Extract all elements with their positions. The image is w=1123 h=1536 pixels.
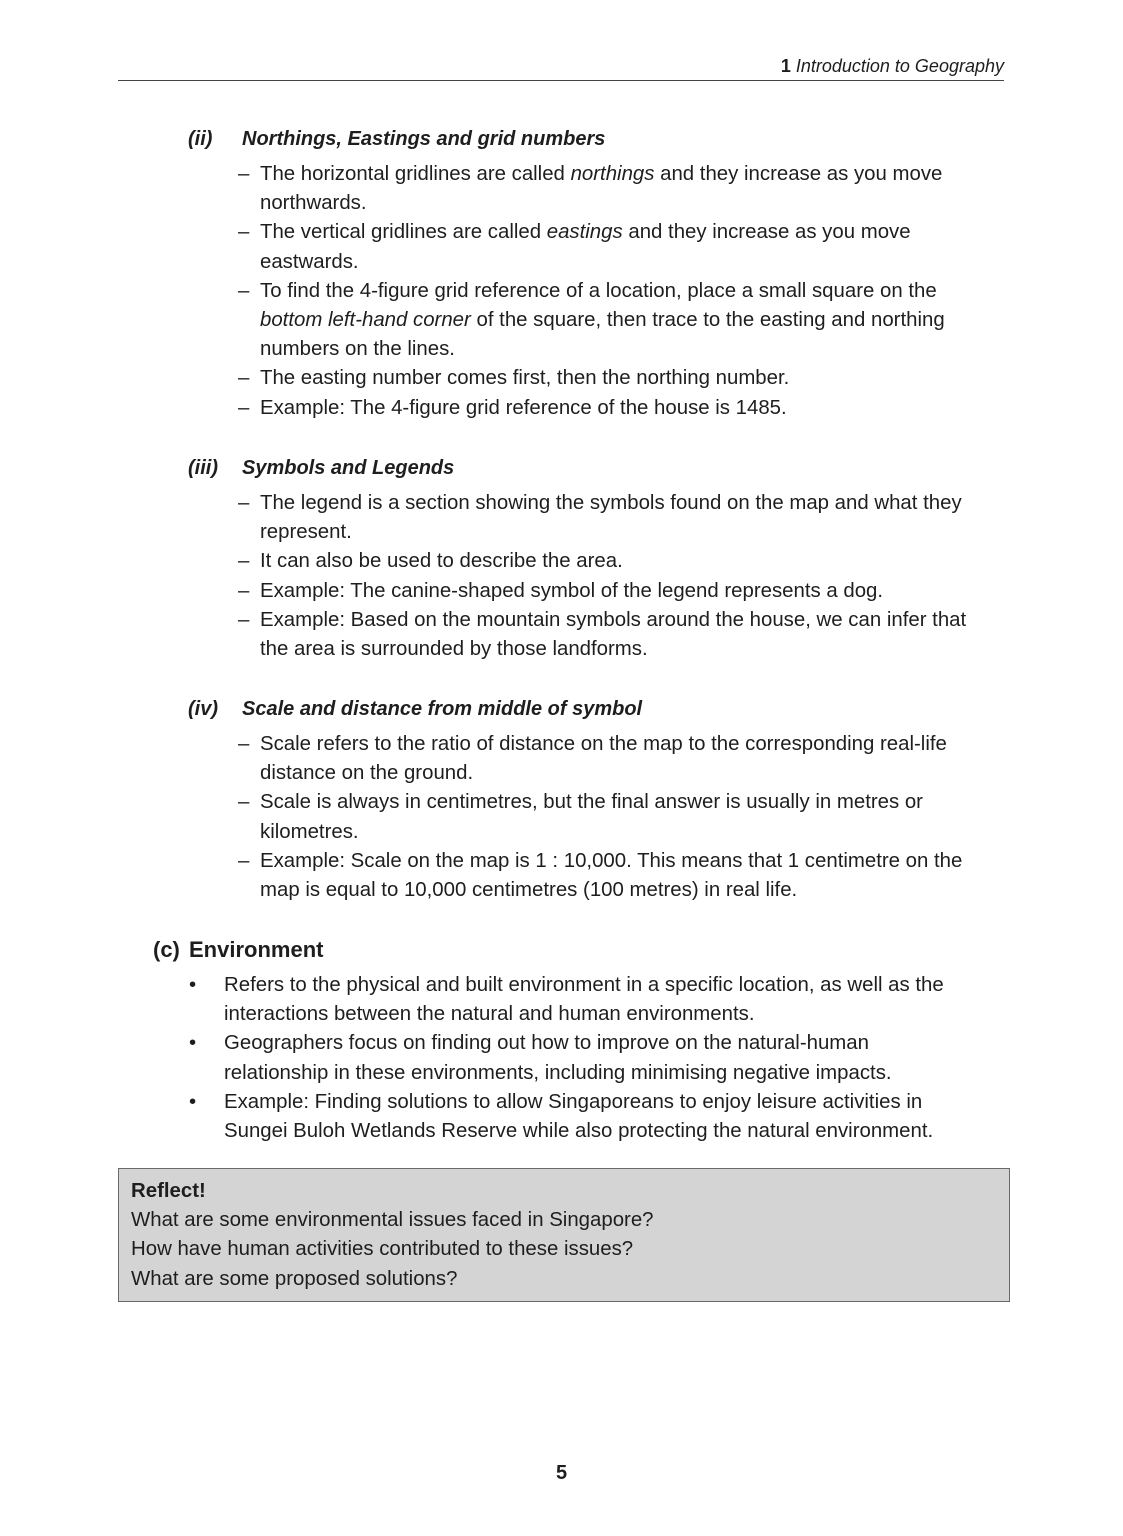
list-item: – Scale refers to the ratio of distance on the map to the corresponding real-life distance on the ground. (238, 730, 1004, 788)
dash-marker: – (238, 396, 250, 419)
section-c-list (189, 971, 1004, 1146)
dash-marker: – (238, 221, 250, 244)
list-item: • Geographers focus on finding out how to improve on the natural-human relationship in these environments, including minimising negative impacts. (189, 1029, 1004, 1087)
section-iii-heading (188, 454, 1004, 483)
section-iv (188, 695, 1004, 905)
list-item: – The legend is a section showing the symbols found on the map and what they represent. (238, 489, 1004, 547)
section-ii-number: (ii) (188, 128, 213, 150)
list-item: – It can also be used to describe the area. (238, 547, 1004, 576)
section-iv-title: Scale and distance from middle of symbol (242, 698, 643, 720)
dash-marker: – (238, 279, 250, 302)
section-ii-title: Northings, Eastings and grid numbers (242, 128, 606, 150)
chapter-title: Introduction to Geography (795, 56, 1004, 76)
dash-marker: – (238, 849, 250, 872)
section-iii-number: (iii) (188, 457, 218, 479)
bullet-marker: • (189, 1032, 197, 1055)
section-c-title: Environment (189, 937, 324, 962)
list-item: – The horizontal gridlines are called northings and they increase as you move northwards. (238, 160, 1004, 218)
bullet-marker: • (189, 974, 197, 996)
term-bottom-left-corner: bottom left-hand corner (260, 309, 471, 332)
list-item: • Refers to the physical and built environment in a specific location, as well as the interactions between the natural and human environments. (189, 971, 1004, 1029)
bullet-marker: • (189, 1090, 197, 1113)
section-iii (188, 454, 1004, 664)
dash-marker: – (238, 550, 250, 573)
section-iv-list (238, 730, 1004, 905)
reflect-question: What are some environmental issues faced in Singapore? (131, 1209, 654, 1232)
chapter-number: 1 (780, 56, 791, 76)
dash-marker: – (238, 163, 250, 185)
section-iii-list (238, 489, 1004, 664)
section-iv-number: (iv) (188, 698, 218, 720)
section-ii-heading (188, 125, 1004, 154)
dash-marker: – (238, 367, 250, 390)
dash-marker: – (238, 608, 250, 631)
term-northings: northings (570, 163, 655, 185)
dash-marker: – (238, 791, 250, 814)
reflect-question: How have human activities contributed to these issues? (131, 1238, 634, 1261)
list-item: – Example: The canine-shaped symbol of the legend represents a dog. (238, 577, 1004, 606)
term-eastings: eastings (546, 221, 623, 244)
list-item: – Example: The 4-figure grid reference of the house is 1485. (238, 394, 1004, 423)
section-c (153, 935, 1004, 1146)
reflect-question: What are some proposed solutions? (131, 1267, 458, 1290)
page-number: 5 (555, 1462, 568, 1484)
dash-marker: – (238, 733, 250, 755)
list-item: • Example: Finding solutions to allow Singaporeans to enjoy leisure activities in Sungei Buloh Wetlands Reserve while also protecting the natural environment. (189, 1088, 1004, 1146)
list-item: – Example: Based on the mountain symbols around the house, we can infer that the area is surrounded by those landforms. (238, 606, 1004, 664)
list-item: – The vertical gridlines are called eastings and they increase as you move eastwards. (238, 218, 1004, 276)
section-c-heading (153, 935, 1004, 965)
section-iii-title: Symbols and Legends (242, 457, 455, 479)
list-item: – The easting number comes first, then the northing number. (238, 364, 1004, 393)
section-ii-list (238, 160, 1004, 423)
dash-marker: – (238, 579, 250, 602)
list-item: – Example: Scale on the map is 1 : 10,000. This means that 1 centimetre on the map is equal to 10,000 centimetres (100 metres) in real life. (238, 847, 1004, 905)
list-item: – To find the 4-figure grid reference of a location, place a small square on the bottom left-hand corner of the square, then trace to the easting and northing numbers on the lines. (238, 277, 1004, 365)
reflect-box (118, 1168, 1010, 1302)
dash-marker: – (238, 492, 250, 514)
section-c-letter: (c) (153, 937, 180, 962)
section-iv-heading (188, 695, 1004, 724)
reflect-title: Reflect! (131, 1180, 206, 1202)
section-ii (188, 125, 1004, 423)
running-header (118, 56, 1004, 81)
list-item: – Scale is always in centimetres, but the final answer is usually in metres or kilometres. (238, 788, 1004, 846)
